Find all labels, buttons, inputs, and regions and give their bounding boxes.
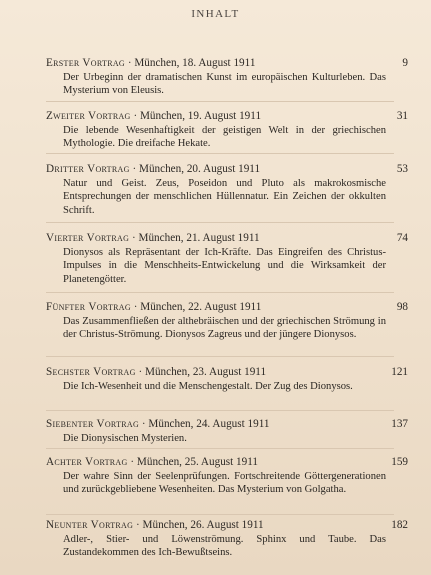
toc-entry-heading	[46, 519, 408, 533]
lecture-label: Neunter Vortrag	[46, 519, 134, 531]
lecture-summary: Dionysos als Repräsentant der Ich-Kräfte. Das Eingreifen des Christus-Impulses in die Menschheits-Entwickelung und die Wirksamkeit der Planetengötter.	[63, 247, 386, 285]
page-title: INHALT	[191, 8, 240, 20]
page-number: 159	[391, 456, 408, 468]
lecture-label: Vierter Vortrag	[46, 232, 130, 244]
lecture-summary: Adler-, Stier- und Löwenströmung. Sphinx und Taube. Das Zustandekommen des Ich-Bewußtseins.	[63, 534, 386, 559]
toc-entry	[46, 519, 408, 560]
place-date: · München, 23. August 1911	[135, 366, 267, 378]
toc-entry-heading	[46, 301, 408, 315]
toc-entry	[46, 456, 408, 497]
divider	[46, 222, 394, 223]
page-number: 9	[402, 57, 408, 69]
page-number: 31	[396, 110, 408, 122]
lecture-summary: Natur und Geist. Zeus, Poseidon und Pluto als makrokosmische Entsprechungen der menschlichen Hüllennatur. Ein Zeichen der okkulten Schrift.	[63, 178, 386, 216]
place-date: · München, 22. August 1911	[130, 301, 262, 313]
toc-entry	[46, 110, 408, 151]
lecture-summary: Das Zusammenfließen der althebräischen und der griechischen Strömung in der Christus-Strömung. Dionysos Zagreus und der jüngere Dionysos.	[63, 316, 386, 341]
page-number: 98	[396, 301, 408, 313]
lecture-label: Zweiter Vortrag	[46, 110, 131, 122]
place-date: · München, 20. August 1911	[129, 163, 261, 175]
divider	[46, 410, 394, 411]
divider	[46, 514, 394, 515]
toc-entry	[46, 163, 408, 217]
place-date: · München, 18. August 1911	[125, 57, 256, 69]
place-date: · München, 19. August 1911	[130, 110, 262, 122]
divider	[46, 101, 394, 102]
toc-entry	[46, 232, 408, 286]
toc-entry-heading	[46, 232, 408, 246]
toc-entry	[46, 301, 408, 342]
lecture-label: Erster Vortrag	[46, 57, 126, 69]
divider	[46, 356, 394, 357]
toc-entry	[46, 366, 408, 393]
toc-entry-heading	[46, 418, 408, 432]
place-date: · München, 21. August 1911	[129, 232, 260, 244]
divider	[46, 153, 394, 154]
lecture-summary: Die Ich-Wesenheit und die Menschengestalt. Der Zug des Dionysos.	[63, 381, 353, 392]
page-number: 121	[391, 366, 408, 378]
lecture-label: Fünfter Vortrag	[46, 301, 131, 313]
toc-entry-heading	[46, 456, 408, 470]
lecture-summary: Die Dionysischen Mysterien.	[63, 433, 187, 444]
place-date: · München, 25. August 1911	[127, 456, 259, 468]
toc-entry-heading	[46, 366, 408, 380]
lecture-summary: Der Urbeginn der dramatischen Kunst im europäischen Kulturleben. Das Mysterium von Eleusis.	[63, 72, 386, 97]
lecture-summary: Die lebende Wesenhaftigkeit der geistigen Welt in der griechischen Mythologie. Die dreifache Hekate.	[63, 125, 386, 150]
lecture-label: Siebenter Vortrag	[46, 418, 140, 430]
lecture-label: Achter Vortrag	[46, 456, 128, 468]
page-number: 182	[391, 519, 408, 531]
toc-entry-heading	[46, 163, 408, 177]
place-date: · München, 24. August 1911	[139, 418, 270, 430]
divider	[46, 292, 394, 293]
divider	[46, 448, 394, 449]
lecture-summary: Der wahre Sinn der Seelenprüfungen. Fortschreitende Göttergenerationen und zurückgebliebene Wesenheiten. Das Mysterium von Golgatha.	[63, 471, 386, 496]
toc-entry	[46, 57, 408, 98]
place-date: · München, 26. August 1911	[133, 519, 264, 531]
page-number: 74	[396, 232, 408, 244]
toc-entry-heading	[46, 110, 408, 124]
toc-entry-heading	[46, 57, 408, 71]
toc-entry	[46, 418, 408, 445]
lecture-label: Dritter Vortrag	[46, 163, 130, 175]
page-number: 53	[396, 163, 408, 175]
page-number: 137	[391, 418, 408, 430]
lecture-label: Sechster Vortrag	[46, 366, 136, 378]
